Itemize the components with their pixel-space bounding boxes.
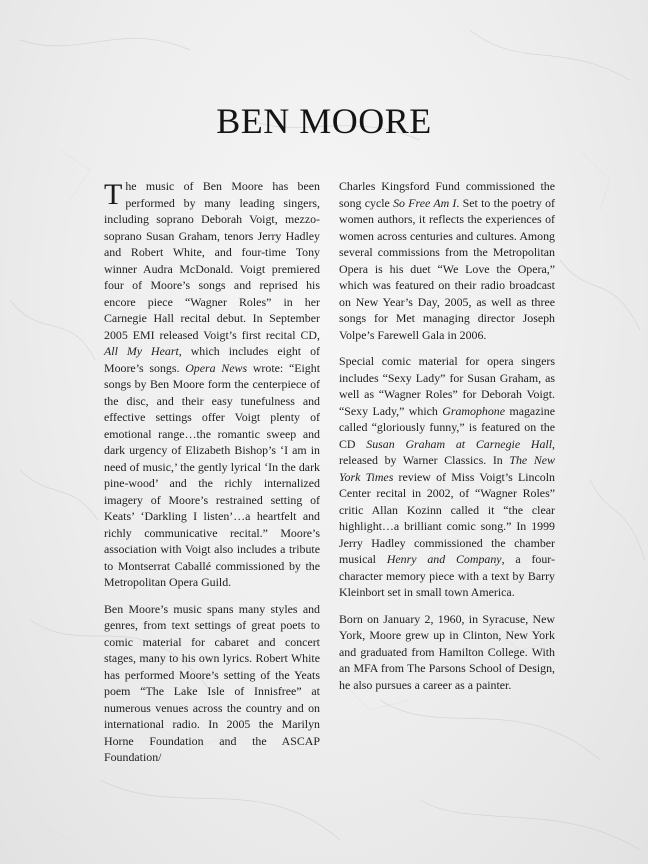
musical-title: Henry and Company [386, 552, 502, 566]
text-run: . Set to the poetry of women authors, it reflects the experiences of women across centuries and cultures. Among several commissions from the Metropolitan Opera is his duet “We Love the Opera,” which was featured on their radio broadcast on New Year’s Day, 2005, as well as three songs for Met managing director Joseph Volpe’s Farewell Gala in 2006. [339, 195, 555, 342]
left-column [104, 178, 320, 776]
text-run: , a four-character memory piece with a text by Barry Kleinbort set in small town America. [339, 552, 555, 599]
text-run: he music of Ben Moore has been performed by many leading singers, including soprano Deborah Voigt, mezzo-soprano Susan Graham, tenors Jerry Hadley and Robert White, and four-time Tony winner Audra McDonald. Voigt premiered four of Moore’s songs and reprised his encore piece “Wagner Roles” in her Carnegie Hall recital debut. In September 2005 EMI released Voigt’s first recital CD, [104, 179, 320, 342]
biography-paragraph-2: Ben Moore’s music spans many styles and genres, from text settings of great poets to comic material for cabaret and concert stages, many to his own lyrics. Robert White has performed Moore’s setting of the Yeats poem “The Lake Isle of Innisfree” at numerous venues across the country and on international radio. In 2005 the Marilyn Horne Foundation and the ASCAP Foundation/ [104, 601, 320, 764]
text-run: , which includes eight of Moore’s songs. [104, 344, 320, 375]
album-title: All My Heart [104, 344, 179, 358]
biography-paragraph-3 [339, 178, 555, 343]
newspaper-title: The New York Times [339, 453, 555, 484]
drop-cap: T [104, 178, 123, 211]
publication-title: Opera News [185, 360, 248, 375]
page-title: BEN MOORE [216, 101, 432, 142]
text-run: magazine called “gloriously funny,” is featured on the CD [339, 403, 555, 451]
text-run: , released by Warner Classics. In [339, 436, 555, 467]
text-run: wrote: “Eight songs by Ben Moore form the centerpiece of the disc, and their easy tunefulness and effective settings offer Voigt plenty of emotional range…the romantic sweep and dark urgency of Elizabeth Bishop’s ‘I am in need of music,’ the gently lyrical ‘In the dark pine-wood’ and the richly internalized imagery of Moore’s restrained setting of Keats’ ‘Darkling I listen’…a heartfelt and richly communicative recital.” Moore’s association with Voigt also includes a tribute to Montserrat Caballé commissioned by the Metropolitan Opera Guild. [104, 360, 320, 589]
right-column [339, 178, 555, 703]
text-run: Charles Kingsford Fund commissioned the song cycle [339, 179, 555, 210]
song-cycle-title: So Free Am I [393, 195, 457, 210]
biography-paragraph-4 [339, 353, 555, 601]
text-run: review of Miss Voigt’s Lincoln Center recital in 2002, of “Wagner Roles” critic Allan Kozinn called it “the clear highlight…a brilliant comic song.” In 1999 Jerry Hadley commissioned the chamber musical [339, 469, 555, 566]
text-run: Special comic material for opera singers includes “Sexy Lady” for Susan Graham, as well as “Wagner Roles” for Deborah Voigt. “Sexy Lady,” which [339, 354, 555, 418]
cd-title: Susan Graham at Carnegie Hall [366, 436, 552, 451]
magazine-title: Gramophone [442, 403, 506, 418]
biography-paragraph-5: Born on January 2, 1960, in Syracuse, New York, Moore grew up in Clinton, New York and graduated from Hamilton College. With an MFA from The Parsons School of Design, he also pursues a career as a painter. [339, 611, 555, 692]
biography-paragraph-1 [104, 178, 320, 591]
